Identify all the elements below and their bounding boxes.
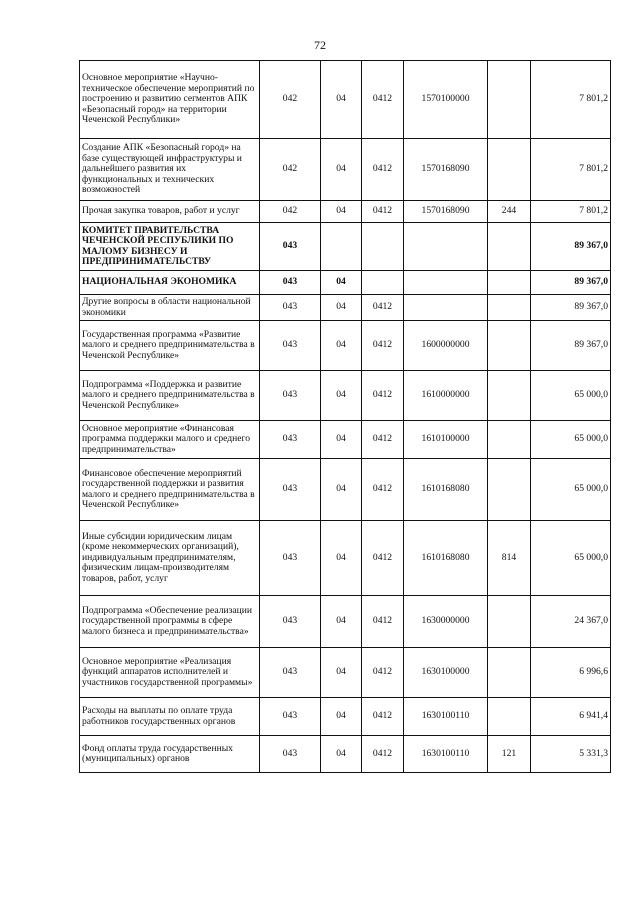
cell-sum: 65 000,0 — [531, 371, 611, 421]
cell-name: КОМИТЕТ ПРАВИТЕЛЬСТВА ЧЕЧЕНСКОЙ РЕСПУБЛИКИ ПО МАЛОМУ БИЗНЕСУ И ПРЕДПРИНИМАТЕЛЬСТВУ — [80, 223, 260, 271]
cell-rz: 04 — [321, 295, 362, 321]
cell-ved: 042 — [260, 61, 321, 139]
cell-sum: 6 996,6 — [531, 648, 611, 698]
cell-ved: 043 — [260, 521, 321, 596]
cell-ved: 043 — [260, 596, 321, 648]
cell-csr: 1600000000 — [404, 321, 488, 371]
cell-pr: 0412 — [362, 139, 404, 201]
cell-ved: 043 — [260, 736, 321, 773]
cell-pr: 0412 — [362, 521, 404, 596]
cell-vr — [488, 61, 531, 139]
cell-vr — [488, 648, 531, 698]
cell-sum: 6 941,4 — [531, 698, 611, 736]
cell-csr: 1610168080 — [404, 521, 488, 596]
table-row — [80, 371, 611, 421]
cell-name: Подпрограмма «Поддержка и развитие малого и среднего предпринимательства в Чеченской Республике» — [80, 371, 260, 421]
cell-pr: 0412 — [362, 459, 404, 521]
table-body — [80, 61, 611, 773]
cell-sum: 89 367,0 — [531, 271, 611, 295]
table-row — [80, 201, 611, 223]
table-row — [80, 698, 611, 736]
table-row — [80, 596, 611, 648]
cell-csr: 1610168080 — [404, 459, 488, 521]
table-row — [80, 648, 611, 698]
table-row — [80, 736, 611, 773]
cell-name: Финансовое обеспечение мероприятий государственной поддержки и развития малого и среднего предпринимательства в Чеченской Республике» — [80, 459, 260, 521]
cell-pr: 0412 — [362, 698, 404, 736]
cell-name: Прочая закупка товаров, работ и услуг — [80, 201, 260, 223]
cell-vr: 814 — [488, 521, 531, 596]
cell-vr: 121 — [488, 736, 531, 773]
cell-csr: 1630000000 — [404, 596, 488, 648]
cell-sum: 7 801,2 — [531, 61, 611, 139]
cell-name: НАЦИОНАЛЬНАЯ ЭКОНОМИКА — [80, 271, 260, 295]
cell-csr: 1610100000 — [404, 421, 488, 459]
cell-vr: 244 — [488, 201, 531, 223]
cell-vr — [488, 271, 531, 295]
cell-ved: 043 — [260, 648, 321, 698]
cell-sum: 89 367,0 — [531, 295, 611, 321]
cell-csr: 1570168090 — [404, 139, 488, 201]
cell-rz: 04 — [321, 371, 362, 421]
cell-rz: 04 — [321, 648, 362, 698]
table-row — [80, 61, 611, 139]
cell-ved: 043 — [260, 271, 321, 295]
table-row — [80, 521, 611, 596]
cell-csr: 1570168090 — [404, 201, 488, 223]
cell-csr — [404, 223, 488, 271]
cell-csr: 1610000000 — [404, 371, 488, 421]
cell-sum: 7 801,2 — [531, 139, 611, 201]
cell-pr: 0412 — [362, 295, 404, 321]
cell-rz — [321, 223, 362, 271]
cell-vr — [488, 596, 531, 648]
table-row — [80, 295, 611, 321]
cell-name: Государственная программа «Развитие малого и среднего предпринимательства в Чеченской Республике» — [80, 321, 260, 371]
cell-rz: 04 — [321, 61, 362, 139]
cell-name: Основное мероприятие «Реализация функций аппаратов исполнителей и участников государственной программы» — [80, 648, 260, 698]
cell-pr: 0412 — [362, 321, 404, 371]
cell-name: Основное мероприятие «Финансовая программа поддержки малого и среднего предпринимательства» — [80, 421, 260, 459]
cell-csr — [404, 271, 488, 295]
cell-vr — [488, 421, 531, 459]
cell-sum: 89 367,0 — [531, 223, 611, 271]
cell-ved: 043 — [260, 321, 321, 371]
cell-pr: 0412 — [362, 421, 404, 459]
cell-sum: 65 000,0 — [531, 459, 611, 521]
table-row — [80, 321, 611, 371]
cell-name: Другие вопросы в области национальной экономики — [80, 295, 260, 321]
cell-name: Создание АПК «Безопасный город» на базе существующей инфраструктуры и дальнейшего развития их функциональных и технических возможностей — [80, 139, 260, 201]
cell-pr: 0412 — [362, 371, 404, 421]
cell-ved: 042 — [260, 139, 321, 201]
page-number: 72 — [314, 38, 326, 52]
cell-rz: 04 — [321, 698, 362, 736]
budget-table — [79, 60, 611, 773]
cell-rz: 04 — [321, 736, 362, 773]
cell-rz: 04 — [321, 271, 362, 295]
cell-name: Подпрограмма «Обеспечение реализации государственной программы в сфере малого бизнеса и предпринимательства» — [80, 596, 260, 648]
cell-rz: 04 — [321, 321, 362, 371]
cell-sum: 89 367,0 — [531, 321, 611, 371]
cell-pr: 0412 — [362, 648, 404, 698]
cell-pr — [362, 271, 404, 295]
table-row — [80, 271, 611, 295]
cell-vr — [488, 295, 531, 321]
table-row — [80, 459, 611, 521]
cell-ved: 043 — [260, 371, 321, 421]
cell-name: Иные субсидии юридическим лицам (кроме некоммерческих организаций), индивидуальным предпринимателям, физическим лицам-производителям товаров, работ, услуг — [80, 521, 260, 596]
cell-sum: 65 000,0 — [531, 521, 611, 596]
cell-ved: 043 — [260, 295, 321, 321]
cell-sum: 5 331,3 — [531, 736, 611, 773]
cell-rz: 04 — [321, 201, 362, 223]
cell-rz: 04 — [321, 596, 362, 648]
cell-vr — [488, 371, 531, 421]
cell-csr: 1630100000 — [404, 648, 488, 698]
cell-sum: 24 367,0 — [531, 596, 611, 648]
cell-pr: 0412 — [362, 596, 404, 648]
cell-name: Расходы на выплаты по оплате труда работников государственных органов — [80, 698, 260, 736]
cell-rz: 04 — [321, 139, 362, 201]
cell-name: Фонд оплаты труда государственных (муниципальных) органов — [80, 736, 260, 773]
cell-ved: 043 — [260, 421, 321, 459]
cell-ved: 043 — [260, 698, 321, 736]
cell-vr — [488, 698, 531, 736]
cell-rz: 04 — [321, 459, 362, 521]
cell-pr: 0412 — [362, 736, 404, 773]
cell-vr — [488, 321, 531, 371]
cell-sum: 65 000,0 — [531, 421, 611, 459]
cell-ved: 043 — [260, 223, 321, 271]
cell-name: Основное мероприятие «Научно-техническое обеспечение мероприятий по построению и развитию сегментов АПК «Безопасный город» на территории Чеченской Республики» — [80, 61, 260, 139]
cell-ved: 043 — [260, 459, 321, 521]
table-row — [80, 421, 611, 459]
cell-pr: 0412 — [362, 61, 404, 139]
cell-pr: 0412 — [362, 201, 404, 223]
table-row — [80, 223, 611, 271]
cell-vr — [488, 223, 531, 271]
table-row — [80, 139, 611, 201]
cell-rz: 04 — [321, 521, 362, 596]
cell-csr — [404, 295, 488, 321]
cell-csr: 1630100110 — [404, 736, 488, 773]
cell-sum: 7 801,2 — [531, 201, 611, 223]
cell-pr — [362, 223, 404, 271]
cell-csr: 1570100000 — [404, 61, 488, 139]
cell-vr — [488, 459, 531, 521]
cell-vr — [488, 139, 531, 201]
cell-csr: 1630100110 — [404, 698, 488, 736]
cell-ved: 042 — [260, 201, 321, 223]
cell-rz: 04 — [321, 421, 362, 459]
